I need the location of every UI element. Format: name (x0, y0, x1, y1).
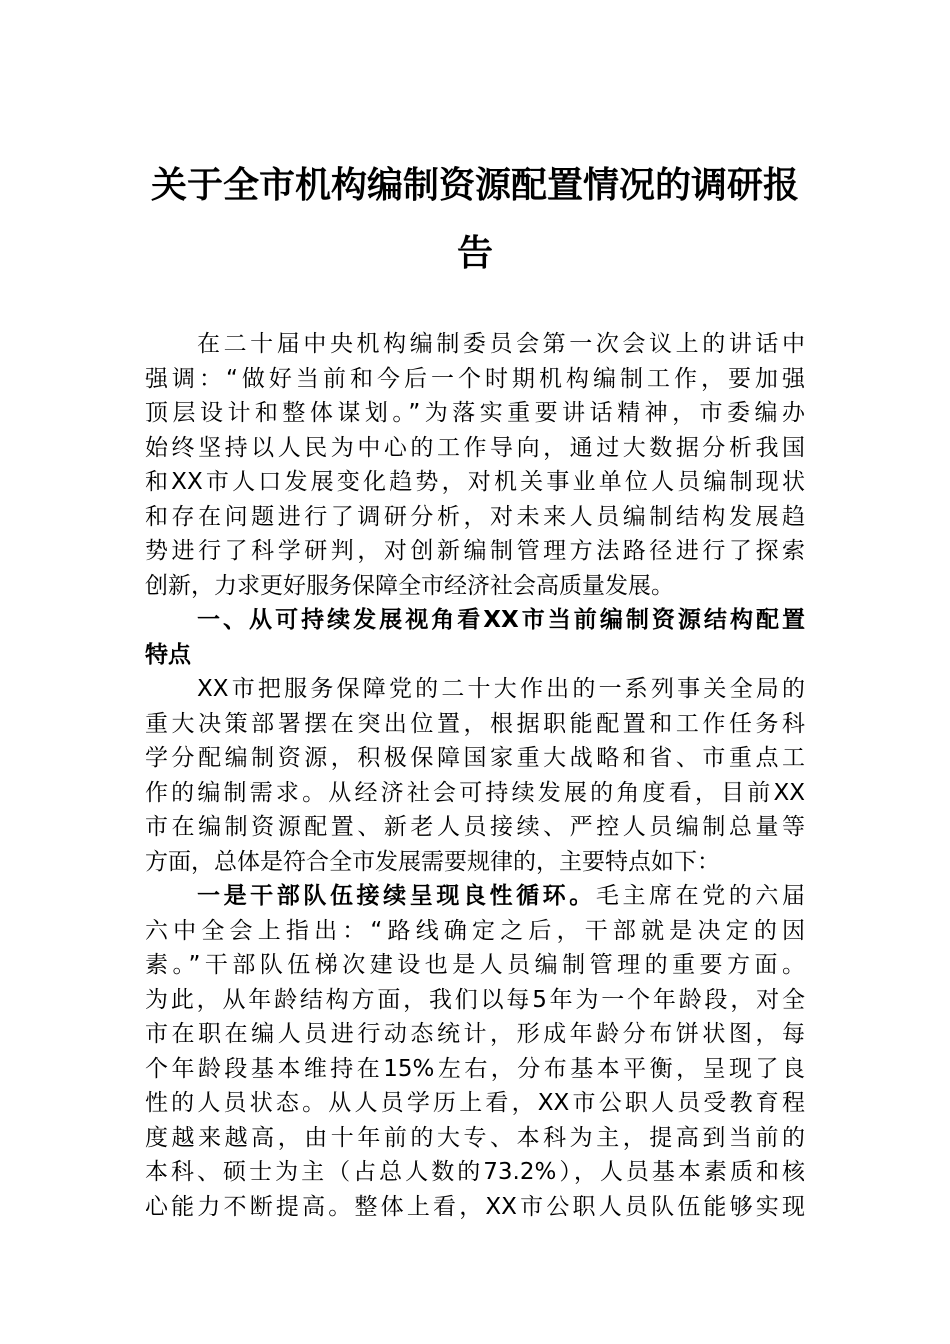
body-line: 强调：“做好当前和今后一个时期机构编制工作，要加强 (145, 365, 805, 392)
body-line: 势进行了科学研判，对创新编制管理方法路径进行了探索 (145, 538, 805, 564)
body-line: 市在编制资源配置、新老人员接续、严控人员编制总量等 (145, 814, 805, 840)
body-line: 个年龄段基本维持在15%左右，分布基本平衡，呈现了良 (145, 1055, 805, 1082)
body-lines-intro (145, 327, 805, 879)
document-title-line-2: 告 (456, 232, 493, 274)
body-line: 创新，力求更好服务保障全市经济社会高质量发展。 (145, 572, 674, 599)
body-line: 和XX市人口发展变化趋势，对机关事业单位人员编制现状 (145, 469, 805, 495)
body-line: 本科、硕士为主（占总人数的73.2%），人员基本素质和核 (145, 1159, 805, 1185)
section-lead-bold: 一是干部队伍接续呈现良性循环。 (197, 883, 596, 909)
body-line: 度越来越高，由十年前的大专、本科为主，提高到当前的 (145, 1124, 805, 1151)
body-line: 六中全会上指出：“路线确定之后，干部就是决定的因 (145, 917, 805, 944)
body-line: 学分配编制资源，积极保障国家重大战略和省、市重点工 (145, 745, 805, 771)
body-line: 一、从可持续发展视角看XX市当前编制资源结构配置 (197, 607, 805, 633)
body-line: 顶层设计和整体谋划。”为落实重要讲话精神，市委编办 (145, 400, 805, 426)
body-line: 性的人员状态。从人员学历上看，XX市公职人员受教育程 (145, 1090, 805, 1116)
body-lines-continued (145, 914, 805, 1225)
body-line: 始终坚持以人民为中心的工作导向，通过大数据分析我国 (145, 434, 805, 461)
section-lead-text: 毛主席在党的六届 (595, 883, 806, 909)
document-body (145, 327, 805, 1224)
body-line-mixed (145, 879, 805, 914)
body-line: 为此，从年龄结构方面，我们以每5年为一个年龄段，对全 (145, 986, 805, 1013)
body-line: 心能力不断提高。整体上看，XX市公职人员队伍能够实现 (145, 1193, 805, 1220)
body-line: 在二十届中央机构编制委员会第一次会议上的讲话中 (197, 331, 805, 357)
body-line: 市在职在编人员进行动态统计，形成年龄分布饼状图，每 (145, 1021, 805, 1047)
body-line: 素。”干部队伍梯次建设也是人员编制管理的重要方面。 (145, 952, 805, 978)
body-line: 和存在问题进行了调研分析，对未来人员编制结构发展趋 (145, 503, 805, 530)
document-title-line-1: 关于全市机构编制资源配置情况的调研报 (150, 164, 799, 206)
body-line: XX市把服务保障党的二十大作出的一系列事关全局的 (197, 676, 805, 702)
body-line: 特点 (145, 641, 191, 668)
body-line: 方面，总体是符合全市发展需要规律的，主要特点如下： (145, 848, 720, 875)
body-line: 重大决策部署摆在突出位置，根据职能配置和工作任务科 (145, 710, 805, 737)
body-line: 作的编制需求。从经济社会可持续发展的角度看，目前XX (145, 779, 805, 806)
